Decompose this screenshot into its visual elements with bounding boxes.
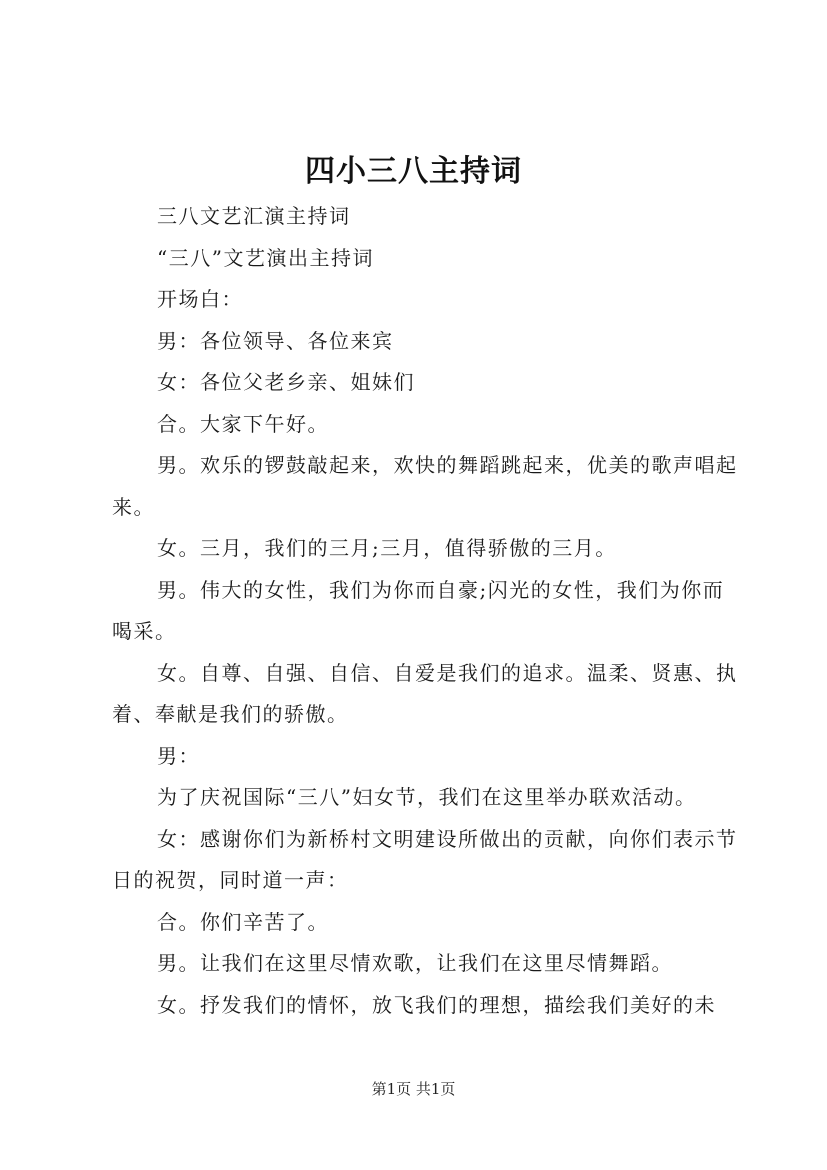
paragraph: 男。让我们在这里尽情欢歌，让我们在这里尽情舞蹈。 [157,951,673,975]
paragraph: 男。伟大的女性，我们为你而自豪;闪光的女性，我们为你而喝采。 [112,577,725,643]
paragraph: 开场白： [157,287,243,311]
paragraph: 男：各位领导、各位来宾 [157,328,394,353]
paragraph: 合。你们辛苦了。 [157,909,329,934]
page-footer: 第1页 共1页 [371,1080,456,1098]
paragraph: “三八”文艺演出主持词 [157,245,374,270]
document-body [112,196,740,1026]
paragraph: 女。抒发我们的情怀，放飞我们的理想，描绘我们美好的未 [157,992,716,1017]
paragraph: 为了庆祝国际“三八”妇女节，我们在这里举办联欢活动。 [157,785,697,809]
paragraph: 女。自尊、自强、自信、自爱是我们的追求。温柔、贤惠、执着、奉献是我们的骄傲。 [112,660,738,726]
paragraph: 女：各位父老乡亲、姐妹们 [157,370,415,394]
paragraph: 男： [157,743,200,768]
paragraph: 三八文艺汇演主持词 [157,204,351,228]
paragraph: 女：感谢你们为新桥村文明建设所做出的贡献，向你们表示节日的祝贺，同时道一声： [112,826,738,892]
paragraph: 女。三月，我们的三月;三月，值得骄傲的三月。 [157,536,617,560]
paragraph: 男。欢乐的锣鼓敲起来，欢快的舞蹈跳起来，优美的歌声唱起来。 [112,453,738,519]
document-title: 四小三八主持词 [305,154,522,189]
paragraph: 合。大家下午好。 [157,411,329,436]
